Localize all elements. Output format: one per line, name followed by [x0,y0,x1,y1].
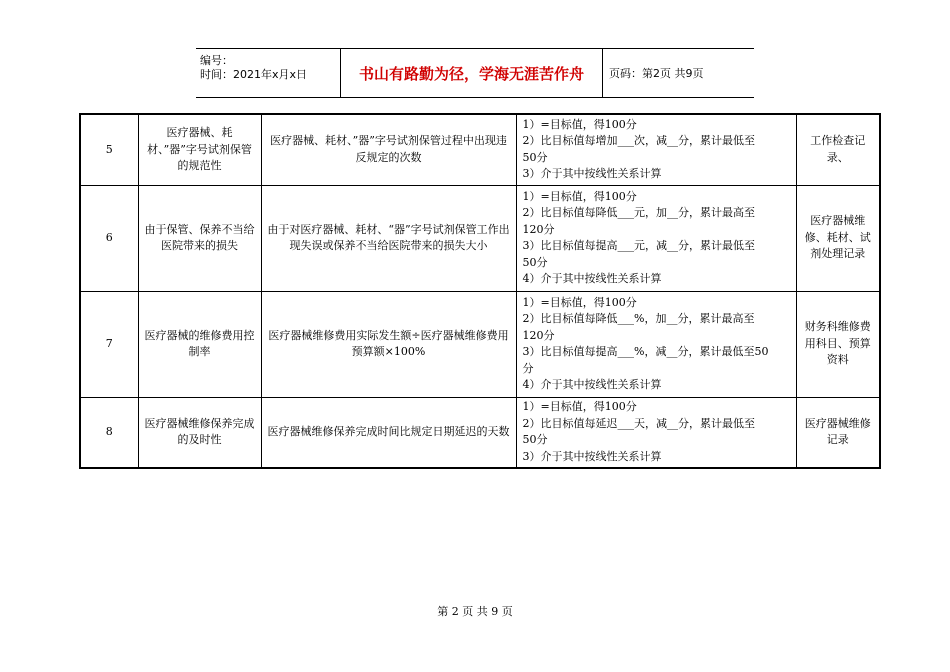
criteria-line: 120分 [522,328,555,342]
criteria-line: 3）比目标值每提高___元，减__分，累计最低至 [522,239,755,252]
row-number: 7 [80,291,138,397]
criteria-line: 3）介于其中按线性关系计算 [522,167,662,181]
data-source: 工作检查记录、 [796,114,880,185]
criteria-line: 3）比目标值每提高___%，减__分，累计最低至50 [522,345,769,358]
data-source: 医疗器械维修、耗材、试剂处理记录 [796,185,880,291]
criteria-line: 2）比目标值每降低___%，加__分，累计最高至 [522,312,755,325]
criteria-line: 分 [522,361,534,375]
table-row [80,114,880,185]
row-number: 8 [80,397,138,468]
criteria-line: 4）介于其中按线性关系计算 [522,272,662,285]
table-row [80,185,880,291]
kpi-definition: 医疗器械、耗材、”器”字号试剂保管过程中出现违反规定的次数 [261,114,516,185]
page-number-label: 页码：第2页 共9页 [609,67,704,80]
kpi-item: 医疗器械维修保养完成的及时性 [138,397,261,468]
criteria-line: 1）=目标值，得100分 [522,189,637,203]
criteria-line: 3）介于其中按线性关系计算 [522,449,662,463]
criteria-line: 1）=目标值，得100分 [522,295,637,309]
criteria-line: 2）比目标值每延迟___天，减__分，累计最低至 [522,416,755,430]
header-info-cell [196,49,341,97]
scoring-criteria [516,397,796,468]
kpi-definition: 医疗器械维修保养完成时间比规定日期延迟的天数 [261,397,516,468]
criteria-line: 50分 [522,150,548,164]
criteria-line: 4）介于其中按线性关系计算 [522,378,662,391]
motto: 书山有路勤为径，学海无涯苦作舟 [341,49,603,97]
data-source: 财务科维修费用科目、预算资料 [796,291,880,397]
criteria-line: 1）=目标值，得100分 [522,400,637,414]
criteria-line: 120分 [522,222,555,236]
scoring-criteria [516,114,796,185]
time-label: 时间：2021年x月x日 [200,68,308,81]
scoring-criteria [516,291,796,397]
scoring-criteria [516,185,796,291]
kpi-definition: 由于对医疗器械、耗材、“器”字号试剂保管工作出现失误或保养不当给医院带来的损失大小 [261,185,516,291]
code-label: 编号： [200,54,233,67]
criteria-line: 2）比目标值每降低___元，加__分，累计最高至 [522,206,755,219]
table-row [80,397,880,468]
criteria-line: 50分 [522,433,548,447]
criteria-line: 2）比目标值每增加___次，减__分，累计最低至 [522,134,755,148]
criteria-line: 50分 [522,255,548,269]
table-row [80,291,880,397]
row-number: 6 [80,185,138,291]
kpi-item: 医疗器械、耗材、”器”字号试剂保管的规范性 [138,114,261,185]
row-number: 5 [80,114,138,185]
kpi-definition: 医疗器械维修费用实际发生额÷医疗器械维修费用预算额×100% [261,291,516,397]
kpi-item: 医疗器械的维修费用控制率 [138,291,261,397]
page-header [196,48,754,98]
criteria-line: 1）=目标值，得100分 [522,117,637,131]
kpi-table [79,113,881,469]
kpi-item: 由于保管、保养不当给医院带来的损失 [138,185,261,291]
data-source: 医疗器械维修记录 [796,397,880,468]
page-footer: 第 2 页 共 9 页 [437,605,513,618]
